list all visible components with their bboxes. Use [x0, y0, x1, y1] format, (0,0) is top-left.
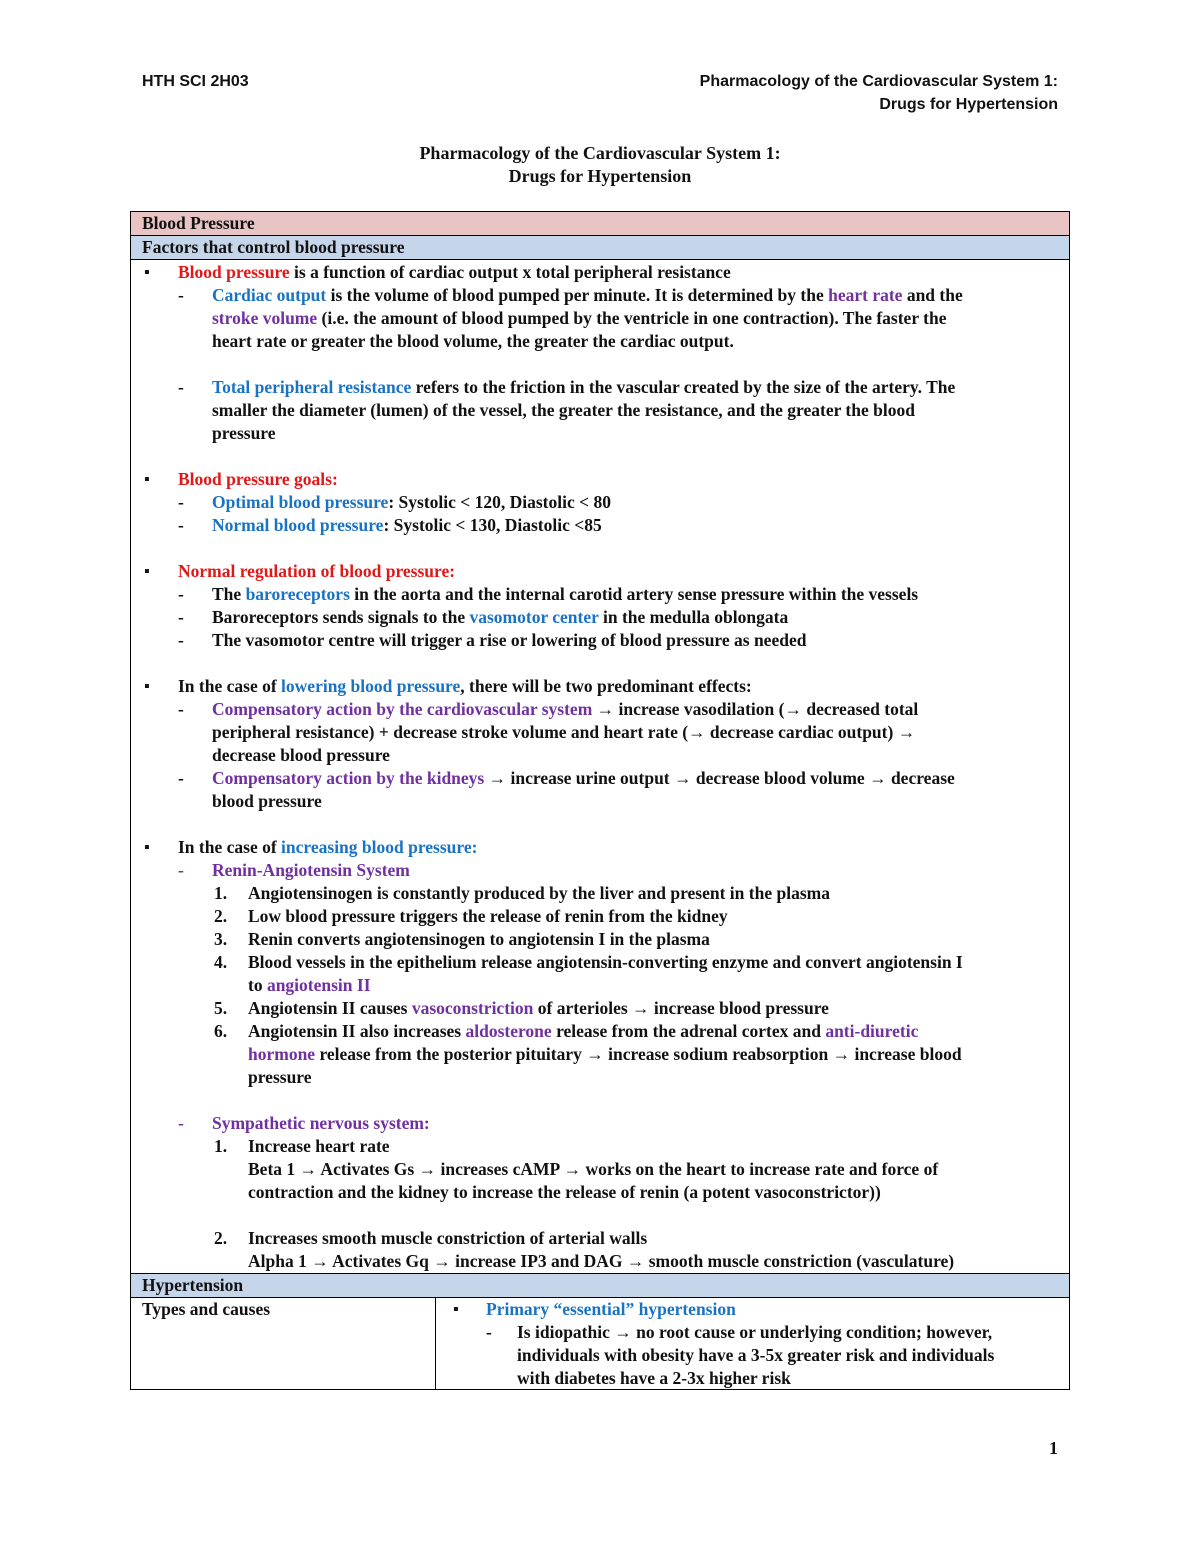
list-item-cont: pressure: [212, 423, 276, 443]
list-item: - Compensatory action by the kidneys → increase urine output → decrease blood volume → decrease: [142, 767, 1061, 790]
running-header-line1: Pharmacology of the Cardiovascular System 1:: [699, 73, 1058, 90]
page-number: 1: [1049, 1438, 1058, 1458]
notes-table: [130, 211, 1070, 1390]
list-item: - The vasomotor centre will trigger a rise or lowering of blood pressure as needed: [142, 629, 1061, 652]
title-line1: Pharmacology of the Cardiovascular System 1:: [419, 143, 781, 163]
numbered-item-cont: contraction and the kidney to increase the release of renin (a potent vasoconstrictor)): [248, 1182, 881, 1202]
list-item: ▪ In the case of lowering blood pressure, there will be two predominant effects:: [142, 675, 1061, 698]
numbered-item-cont: pressure: [248, 1067, 312, 1087]
numbered-item: 2. Increases smooth muscle constriction of arterial walls: [214, 1228, 648, 1248]
list-item: ▪ Blood pressure is a function of cardiac output x total peripheral resistance: [142, 261, 1061, 284]
hypertension-row: [131, 1298, 1069, 1389]
numbered-item-cont: hormone release from the posterior pituitary → increase sodium reabsorption → increase blood: [248, 1044, 962, 1064]
numbered-item: 1. Increase heart rate: [214, 1136, 390, 1156]
list-item: - Normal blood pressure: Systolic < 130, Diastolic <85: [142, 514, 1061, 537]
list-item: - Total peripheral resistance refers to the friction in the vascular created by the size of the artery. The: [142, 376, 1061, 399]
numbered-item: 2. Low blood pressure triggers the release of renin from the kidney: [214, 906, 728, 926]
list-item: - Cardiac output is the volume of blood pumped per minute. It is determined by the heart rate and the: [142, 284, 1061, 307]
list-item-cont: with diabetes have a 2-3x higher risk: [517, 1368, 791, 1388]
numbered-item: 5. Angiotensin II causes vasoconstriction of arterioles → increase blood pressure: [214, 998, 829, 1018]
list-item: - The baroreceptors in the aorta and the internal carotid artery sense pressure within the vessels: [142, 583, 1061, 606]
list-item-cont: individuals with obesity have a 3-5x greater risk and individuals: [517, 1345, 995, 1365]
list-item-cont: decrease blood pressure: [212, 745, 390, 765]
numbered-item: 4. Blood vessels in the epithelium release angiotensin-converting enzyme and convert angiotensin I: [214, 952, 963, 972]
numbered-item: 1. Angiotensinogen is constantly produced by the liver and present in the plasma: [214, 883, 830, 903]
list-item: ▪ Normal regulation of blood pressure:: [142, 560, 1061, 583]
list-item-cont: blood pressure: [212, 791, 322, 811]
list-item: - Optimal blood pressure: Systolic < 120, Diastolic < 80: [142, 491, 1061, 514]
running-header: [700, 70, 1058, 116]
list-item-cont: peripheral resistance) + decrease stroke volume and heart rate (→ decrease cardiac output) →: [212, 722, 916, 742]
factors-content: [131, 260, 1069, 1274]
list-item: ▪ Blood pressure goals:: [142, 468, 1061, 491]
numbered-item: 3. Renin converts angiotensinogen to angiotensin I in the plasma: [214, 929, 710, 949]
title-line2: Drugs for Hypertension: [508, 166, 692, 186]
list-item: ▪ In the case of increasing blood pressure:: [142, 836, 1061, 859]
numbered-item-cont: Beta 1 → Activates Gs → increases cAMP → works on the heart to increase rate and force of: [248, 1159, 939, 1179]
types-content: [436, 1298, 1069, 1389]
hypertension-heading: Hypertension: [131, 1274, 1069, 1298]
list-item-cont: smaller the diameter (lumen) of the vessel, the greater the resistance, and the greater the blood: [212, 400, 915, 420]
list-item: - Renin-Angiotensin System: [142, 859, 1061, 882]
running-header-line2: Drugs for Hypertension: [879, 96, 1058, 113]
list-item: ▪ Primary “essential” hypertension: [446, 1298, 1069, 1321]
list-item-cont: stroke volume (i.e. the amount of blood pumped by the ventricle in one contraction). The faster the: [212, 308, 947, 328]
document-title: [0, 142, 1200, 188]
numbered-item: 6. Angiotensin II also increases aldosterone release from the adrenal cortex and anti-diuretic: [214, 1021, 919, 1041]
types-label: Types and causes: [131, 1298, 436, 1389]
list-item: - Compensatory action by the cardiovascular system → increase vasodilation (→ decreased total: [142, 698, 1061, 721]
blood-pressure-heading: Blood Pressure: [131, 212, 1069, 236]
list-item: - Is idiopathic → no root cause or underlying condition; however,: [446, 1321, 1069, 1344]
numbered-item-cont: Alpha 1 → Activates Gq → increase IP3 and DAG → smooth muscle constriction (vasculature): [248, 1251, 955, 1271]
numbered-item-cont: to angiotensin II: [248, 975, 371, 995]
factors-heading: Factors that control blood pressure: [131, 236, 1069, 260]
list-item-cont: heart rate or greater the blood volume, the greater the cardiac output.: [212, 331, 734, 351]
course-code: HTH SCI 2H03: [142, 73, 249, 90]
list-item: - Baroreceptors sends signals to the vasomotor center in the medulla oblongata: [142, 606, 1061, 629]
list-item: - Sympathetic nervous system:: [142, 1112, 1061, 1135]
